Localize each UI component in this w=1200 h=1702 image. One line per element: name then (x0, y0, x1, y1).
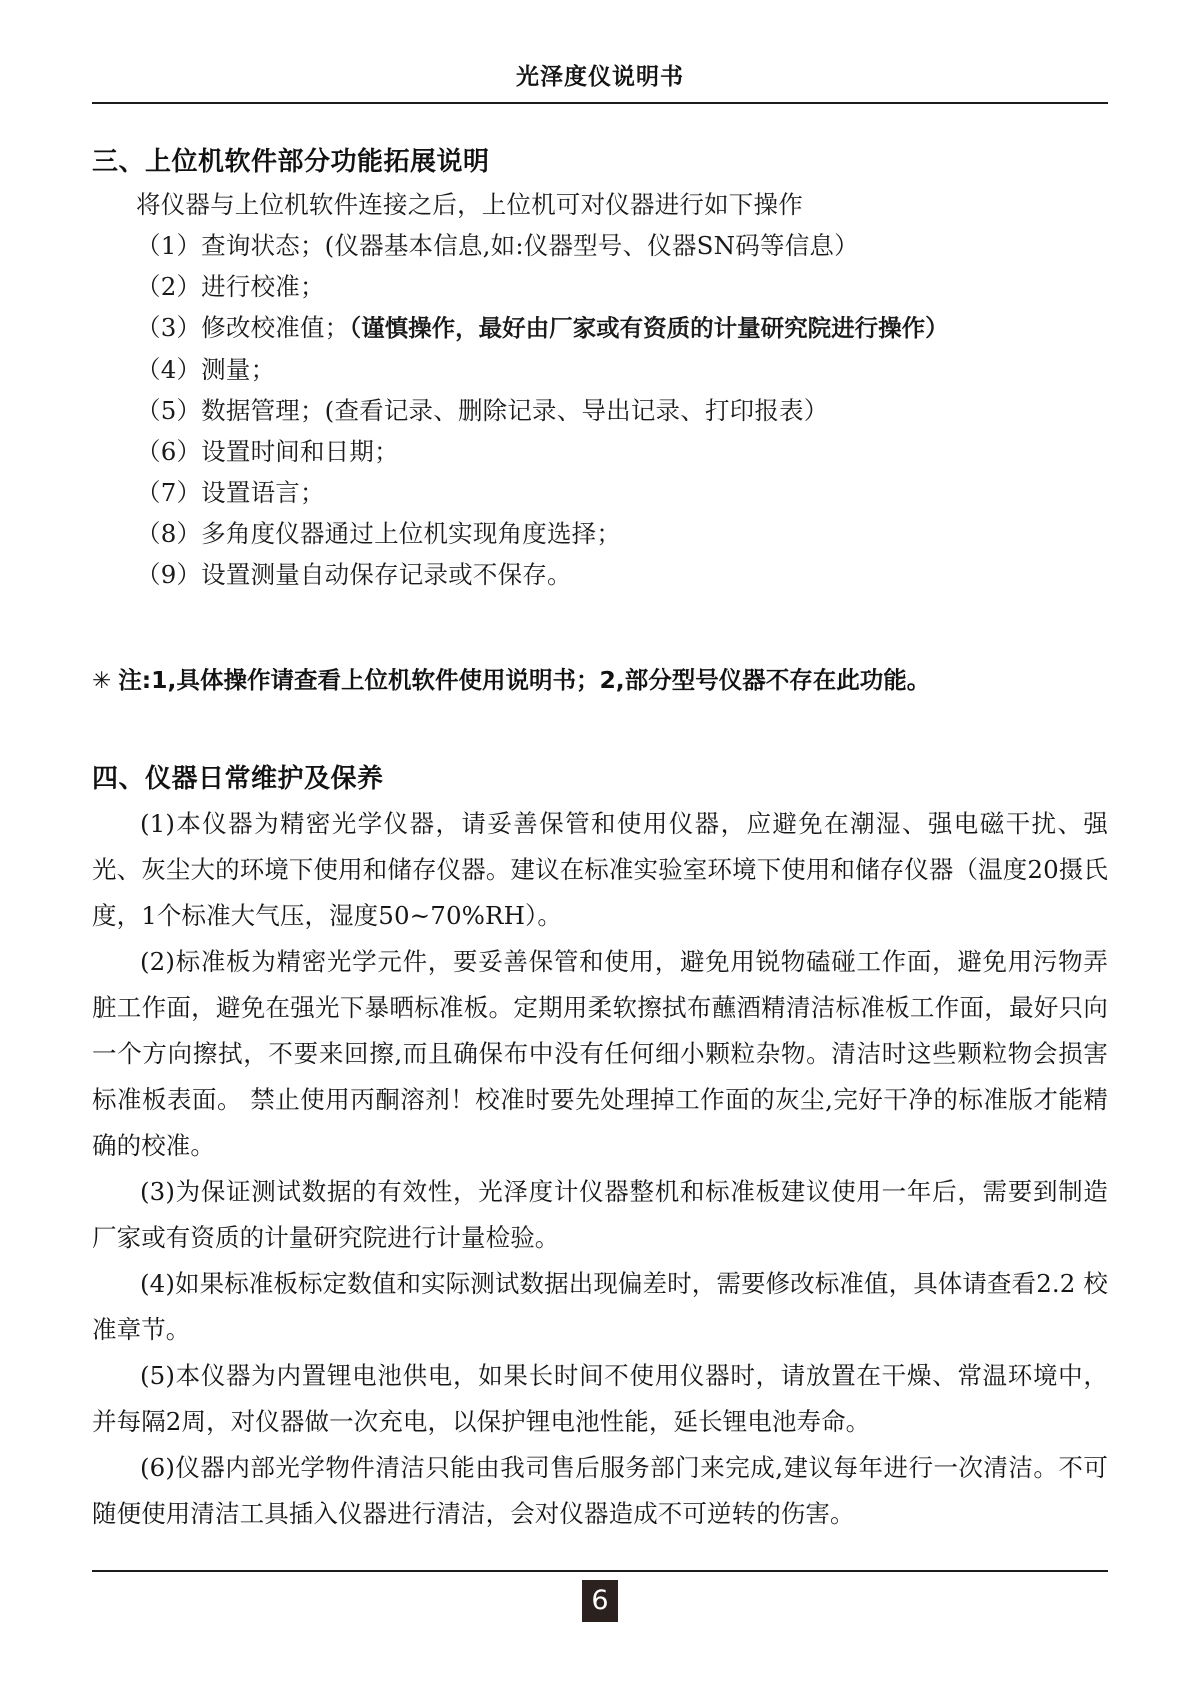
page-footer (92, 1570, 1108, 1622)
paragraph: (2)标准板为精密光学元件，要妥善保管和使用，避免用锐物磕碰工作面，避免用污物弄脏工作面，避免在强光下暴晒标准板。定期用柔软擦拭布蘸酒精清洁标准板工作面，最好只向一个方向擦拭，不要来回擦,而且确保布中没有任何细小颗粒杂物。清洁时这些颗粒物会损害标准板表面。 禁止使用丙酮溶剂！校准时要先处理掉工作面的灰尘,完好干净的标准版才能精确的校准。 (92, 947, 1108, 1160)
section-three-heading: 三、上位机软件部分功能拓展说明 (92, 147, 490, 177)
paragraph: (6)仪器内部光学物件清洁只能由我司售后服务部门来完成,建议每年进行一次清洁。不可随便使用清洁工具插入仪器进行清洁，会对仪器造成不可逆转的伤害。 (92, 1453, 1108, 1528)
list-item-text: （6）设置时间和日期； (136, 437, 399, 466)
paragraph: (5)本仪器为内置锂电池供电，如果长时间不使用仪器时，请放置在干燥、常温环境中，并每隔2周，对仪器做一次充电，以保护锂电池性能，延长锂电池寿命。 (92, 1361, 1108, 1436)
list-item (92, 554, 1108, 595)
paragraph: (4)如果标准板标定数值和实际测试数据出现偏差时，需要修改标准值，具体请查看2.2 校准章节。 (92, 1269, 1108, 1344)
page-header (92, 62, 1108, 104)
list-item (92, 513, 1108, 554)
paragraph: (1)本仪器为精密光学仪器，请妥善保管和使用仪器，应避免在潮湿、强电磁干扰、强光、灰尘大的环境下使用和储存仪器。建议在标准实验室环境下使用和储存仪器（温度20摄氏度，1个标准大气压，湿度50~70%RH）。 (92, 809, 1108, 930)
section-three-intro: 将仪器与上位机软件连接之后，上位机可对仪器进行如下操作 (136, 190, 803, 219)
list-item (92, 431, 1108, 472)
note-line (92, 663, 1108, 698)
list-item (92, 472, 1108, 513)
section-four-heading: 四、仪器日常维护及保养 (92, 764, 384, 794)
list-item (92, 266, 1108, 307)
list-item-text: （4）测量； (136, 355, 276, 384)
list-item-text: （2）进行校准； (136, 272, 325, 301)
list-item (92, 349, 1108, 390)
note-text: 注:1,具体操作请查看上位机软件使用说明书；2,部分型号仪器不存在此功能。 (118, 665, 931, 694)
list-item-text: （5）数据管理；(查看记录、删除记录、导出记录、打印报表） (136, 396, 829, 425)
header-divider (92, 102, 1108, 104)
list-item-text: （8）多角度仪器通过上位机实现角度选择； (136, 519, 622, 548)
list-item-text: （9）设置测量自动保存记录或不保存。 (136, 560, 572, 589)
page-number: 6 (582, 1580, 618, 1622)
footer-divider (92, 1570, 1108, 1572)
list-item (92, 307, 1108, 349)
page-content (92, 144, 1108, 1537)
asterisk-icon: ✳ (92, 667, 112, 694)
list-item-text: （7）设置语言； (136, 478, 325, 507)
spacer (92, 595, 1108, 639)
list-item (92, 390, 1108, 431)
list-item-text: （3）修改校准值； (136, 313, 350, 342)
paragraph: (3)为保证测试数据的有效性，光泽度计仪器整机和标准板建议使用一年后，需要到制造厂家或有资质的计量研究院进行计量检验。 (92, 1177, 1108, 1252)
list-item-warning: （谨慎操作，最好由厂家或有资质的计量研究院进行操作） (349, 314, 949, 342)
list-item (92, 225, 1108, 266)
list-item-text: （1）查询状态；(仪器基本信息,如:仪器型号、仪器SN码等信息） (136, 231, 859, 260)
header-title: 光泽度仪说明书 (516, 64, 684, 90)
spacer (92, 721, 1108, 761)
